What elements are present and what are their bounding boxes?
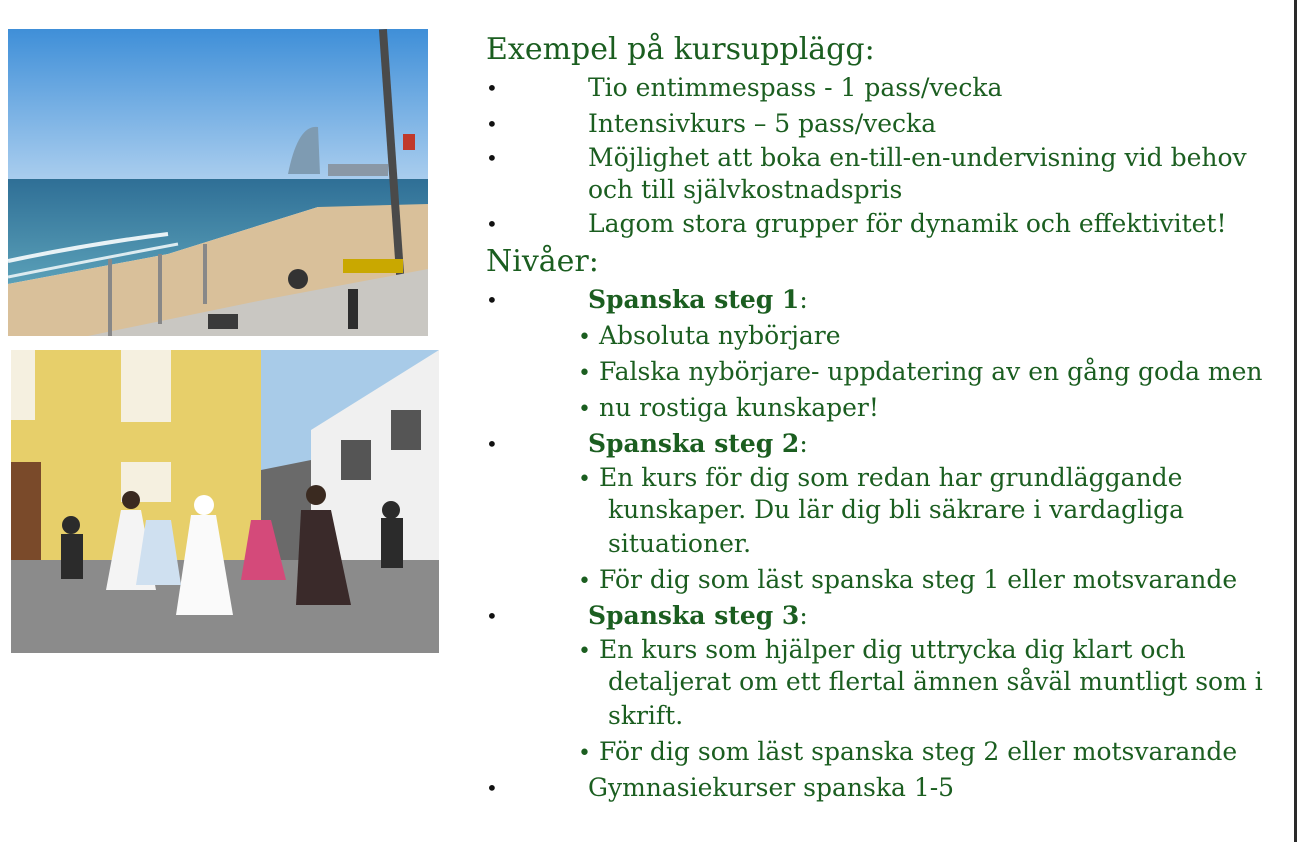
bullet-icon: • bbox=[486, 432, 498, 456]
bullet-icon: • bbox=[486, 146, 498, 170]
sub-item: • En kurs som hjälper dig uttrycka dig klart och bbox=[578, 635, 1186, 664]
sub-bullet-icon: • bbox=[578, 741, 591, 766]
bullet-icon: • bbox=[486, 212, 498, 236]
sub-bullet-icon: • bbox=[578, 397, 591, 422]
list-item: • Möjlighet att boka en-till-en-undervisning vid behov bbox=[486, 143, 1247, 172]
level-step3: • Spanska steg 3: bbox=[486, 598, 1286, 634]
sub-bullet-icon: • bbox=[578, 639, 591, 664]
course-heading: Exempel på kursupplägg: bbox=[486, 32, 875, 67]
list-item: • Tio entimmespass - 1 pass/vecka bbox=[486, 70, 1286, 106]
sub-item-continuation: detaljerat om ett flertal ämnen såväl muntligt som i bbox=[608, 667, 1263, 696]
bullet-icon: • bbox=[486, 76, 498, 100]
sub-item-continuation: skrift. bbox=[608, 701, 684, 730]
sub-item: • För dig som läst spanska steg 1 eller motsvarande bbox=[578, 565, 1238, 594]
sub-item: • Falska nybörjare- uppdatering av en gång goda men bbox=[578, 357, 1263, 386]
step2-title: Spanska steg 2 bbox=[588, 429, 800, 458]
folk-dance-photo bbox=[11, 350, 439, 653]
list-item: • Lagom stora grupper för dynamik och effektivitet! bbox=[486, 206, 1286, 242]
sub-item: • En kurs för dig som redan har grundläggande bbox=[578, 463, 1183, 492]
sub-bullet-icon: • bbox=[578, 467, 591, 492]
sub-item: • För dig som läst spanska steg 2 eller motsvarande bbox=[578, 737, 1238, 766]
level-step1: • Spanska steg 1: bbox=[486, 282, 1286, 318]
level-gymnasium: • Gymnasiekurser spanska 1-5 bbox=[486, 770, 1286, 806]
bullet-icon: • bbox=[486, 604, 498, 628]
sub-bullet-icon: • bbox=[578, 569, 591, 594]
beach-photo bbox=[8, 29, 428, 336]
step1-title: Spanska steg 1 bbox=[588, 285, 800, 314]
bullet-icon: • bbox=[486, 288, 498, 312]
sub-bullet-icon: • bbox=[578, 361, 591, 386]
list-item: • Intensivkurs – 5 pass/vecka bbox=[486, 106, 1286, 142]
sub-item: • nu rostiga kunskaper! bbox=[578, 393, 879, 422]
sub-item: • Absoluta nybörjare bbox=[578, 321, 841, 350]
step3-title: Spanska steg 3 bbox=[588, 601, 800, 630]
sub-item-continuation: situationer. bbox=[608, 529, 752, 558]
page-edge-bar bbox=[1294, 0, 1297, 842]
levels-heading: Nivåer: bbox=[486, 244, 599, 279]
level-step2: • Spanska steg 2: bbox=[486, 426, 1286, 462]
course-content bbox=[486, 30, 1286, 806]
bullet-icon: • bbox=[486, 112, 498, 136]
list-item-continuation: och till självkostnadspris bbox=[588, 175, 903, 204]
bullet-icon: • bbox=[486, 776, 498, 800]
sub-bullet-icon: • bbox=[578, 325, 591, 350]
sub-item-continuation: kunskaper. Du lär dig bli säkrare i vardagliga bbox=[608, 495, 1185, 524]
